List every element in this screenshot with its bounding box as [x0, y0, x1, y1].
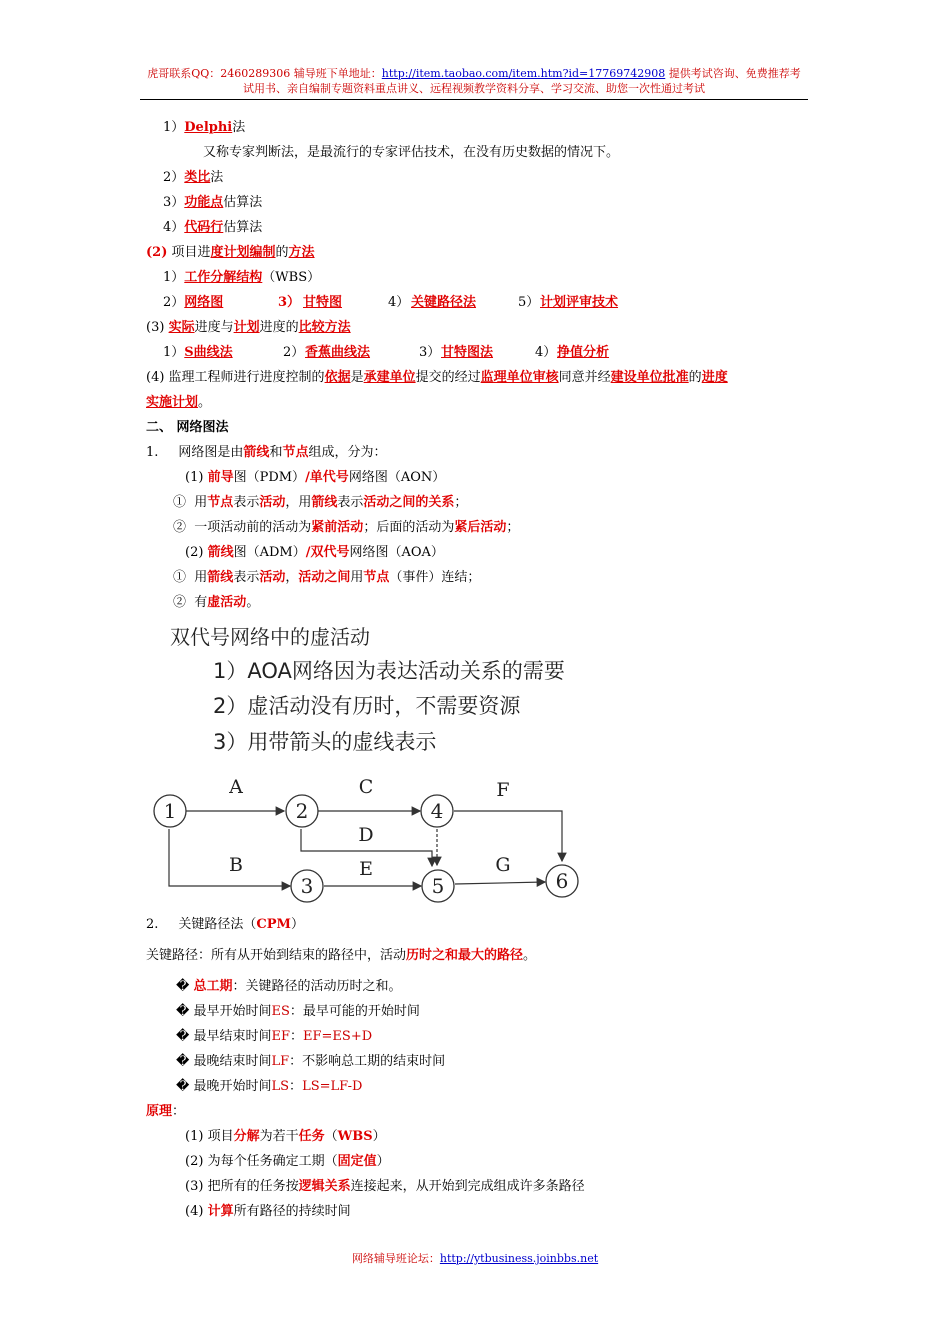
cpm-es: � 最早开始时间ES：最早可能的开始时间: [176, 1004, 420, 1019]
method-delphi-desc: 又称专家判断法，是最流行的专家评估技术，在没有历史数据的情况下。: [203, 145, 620, 160]
section-control-basis: (4) 监理工程师进行进度控制的依据是承建单位提交的经过监理单位审核同意并经建设单位批准的进度: [146, 370, 728, 385]
aoa-network-diagram: [140, 765, 600, 905]
header-services: 提供考试咨询、免费推荐考: [665, 67, 801, 80]
method-function-point: 3）功能点估算法: [163, 195, 263, 210]
slide-title: 双代号网络中的虚活动: [170, 625, 370, 649]
slide-bullet-1: 1）AOA网络因为表达活动关系的需要: [213, 659, 565, 683]
section-schedule-methods: (2) 项目进度计划编制的方法: [146, 245, 315, 260]
principle-step-4: (4) 计算所有路径的持续时间: [185, 1204, 351, 1219]
network-adm: (2) 箭线图（ADM）/双代号网络图（AOA）: [185, 545, 444, 560]
network-adm-point1: ① 用箭线表示活动，活动之间用节点（事件）连结；: [173, 570, 481, 585]
edge-label-d: D: [358, 824, 374, 846]
edge-label-a: A: [229, 776, 243, 798]
network-pdm-point2: ② 一项活动前的活动为紧前活动；后面的活动为紧后活动；: [173, 520, 520, 535]
node-6-label: 6: [555, 869, 569, 893]
edge-label-g: G: [495, 854, 511, 876]
header-services-line2: 试用书、亲自编制专题资料重点讲义、远程视频教学资料分享、学习交流、助您一次性通过考试: [243, 82, 705, 95]
cpm-ls: � 最晚开始时间LS：LS=LF-D: [176, 1079, 363, 1094]
schedule-method-wbs: 1）工作分解结构（WBS）: [163, 270, 321, 285]
slide-bullet-2: 2）虚活动没有历时，不需要资源: [213, 694, 521, 718]
principle-step-3: (3) 把所有的任务按逻辑关系连接起来，从开始到完成组成许多条路径: [185, 1179, 585, 1194]
node-3-label: 3: [300, 874, 314, 898]
cpm-total-duration: � 总工期：关键路径的活动历时之和。: [176, 979, 402, 994]
network-pdm: (1) 前导图（PDM）/单代号网络图（AON）: [185, 470, 446, 485]
header-shop-link[interactable]: http://item.taobao.com/item.htm?id=17769742908: [381, 67, 666, 80]
cpm-ef: � 最早结束时间EF：EF=ES+D: [176, 1029, 373, 1044]
method-loc: 4）代码行估算法: [163, 220, 263, 235]
section-control-basis-cont: 实施计划。: [146, 395, 212, 410]
header-divider: [140, 99, 808, 100]
edge-label-c: C: [358, 776, 374, 798]
bullet-icon: �: [176, 1054, 190, 1069]
bullet-icon: �: [176, 1029, 190, 1044]
node-1-label: 1: [163, 799, 177, 823]
node-4-label: 4: [430, 799, 444, 823]
edge-label-b: B: [229, 854, 243, 876]
method-analogy: 2）类比法: [163, 170, 224, 185]
header-contact: 虎哥联系QQ：2460289306 辅导班下单地址：: [147, 67, 382, 80]
network-pdm-point1: ① 用节点表示活动，用箭线表示活动之间的关系；: [173, 495, 468, 510]
bullet-icon: �: [176, 979, 190, 994]
edge-label-f: F: [496, 779, 510, 801]
network-adm-point2: ② 有虚活动。: [173, 595, 260, 610]
edge-g: [455, 882, 545, 884]
principle-step-2: (2) 为每个任务确定工期（固定值）: [185, 1154, 390, 1169]
principle-title: 原理：: [146, 1104, 186, 1119]
principle-step-1: (1) 项目分解为若干任务（WBS）: [185, 1129, 386, 1144]
method-delphi: 1）Delphi法: [163, 120, 246, 135]
page-header: [140, 66, 808, 96]
cpm-definition: 关键路径：所有从开始到结束的路径中，活动历时之和最大的路径。: [146, 948, 537, 963]
compare-method-list: 1）S曲线法 2） 香蕉曲线法 3） 甘特图法 4） 挣值分析: [163, 345, 610, 360]
edge-label-e: E: [359, 858, 373, 880]
cpm-lf: � 最晚结束时间LF：不影响总工期的结束时间: [176, 1054, 446, 1069]
bullet-icon: �: [176, 1079, 190, 1094]
network-intro: 1. 网络图是由箭线和节点组成，分为：: [146, 445, 387, 460]
section-progress-compare: (3) 实际进度与计划进度的比较方法: [146, 320, 351, 335]
schedule-method-list: 2）网络图 3） 甘特图 4） 关键路径法 5） 计划评审技术: [163, 295, 619, 310]
footer-forum-link[interactable]: http://ytbusiness.joinbbs.net: [439, 1252, 599, 1265]
page-footer: [0, 1250, 950, 1266]
footer-label: 网络辅导班论坛：: [351, 1252, 440, 1265]
heading-network: 二、 网络图法: [146, 420, 229, 435]
cpm-heading: 2. 关键路径法（CPM）: [146, 917, 304, 932]
bullet-icon: �: [176, 1004, 190, 1019]
slide-bullet-3: 3）用带箭头的虚线表示: [213, 730, 437, 754]
node-5-label: 5: [431, 874, 445, 898]
node-2-label: 2: [295, 799, 309, 823]
